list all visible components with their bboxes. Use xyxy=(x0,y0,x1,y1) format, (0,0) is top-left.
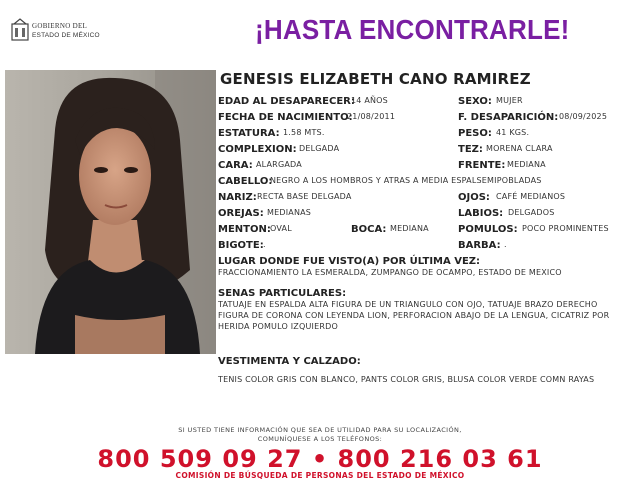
missing-person-photo xyxy=(5,70,216,354)
edad-value: 14 AÑOS xyxy=(351,96,388,105)
barba-value: . xyxy=(504,240,507,249)
logo-line1: GOBIERNO DEL xyxy=(32,22,88,30)
senas-label: SENAS PARTICULARES: xyxy=(218,288,347,299)
pomulos-value: POCO PROMINENTES xyxy=(522,224,609,233)
tez-label: TEZ: xyxy=(458,144,483,155)
barba-label: BARBA: xyxy=(458,240,501,251)
vestimenta-label: VESTIMENTA Y CALZADO: xyxy=(218,356,361,367)
senas-value: TATUAJE EN ESPALDA ALTA FIGURA DE UN TRIANGULO CON OJO, TATUAJE BRAZO DERECHO FIGURA DE CORONA CON LEYENDA LION, PERFORACION ABAJO DE LA LENGUA, CICATRIZ POR HERIDA POMULO IZQUIERDO xyxy=(218,300,610,331)
bigote-label: BIGOTE: xyxy=(218,240,264,251)
complexion-value: DELGADA xyxy=(299,144,340,153)
peso-label: PESO: xyxy=(458,128,492,139)
boca-label: BOCA: xyxy=(351,224,387,235)
estatura-value: 1.58 MTS. xyxy=(283,128,325,137)
sexo-label: SEXO: xyxy=(458,96,492,107)
phone-numbers: 800 509 09 27 • 800 216 03 61 xyxy=(97,445,543,473)
estatura-label: ESTATURA: xyxy=(218,128,280,139)
menton-value: OVAL xyxy=(270,224,292,233)
fdesaparicion-value: 08/09/2025 xyxy=(559,112,608,121)
logo-line2: ESTADO DE MÉXICO xyxy=(32,32,100,39)
bigote-value: . xyxy=(263,240,266,249)
labios-value: DELGADOS xyxy=(508,208,555,217)
cabello-label: CABELLO: xyxy=(218,176,273,187)
ojos-label: OJOS: xyxy=(458,192,490,203)
frente-value: MEDIANA xyxy=(507,160,546,169)
nacimiento-label: FECHA DE NACIMIENTO: xyxy=(218,112,353,123)
cara-value: ALARGADA xyxy=(256,160,302,169)
orejas-label: OREJAS: xyxy=(218,208,264,219)
tez-value: MORENA CLARA xyxy=(486,144,553,153)
complexion-label: COMPLEXION: xyxy=(218,144,297,155)
government-logo xyxy=(10,18,120,48)
labios-label: LABIOS: xyxy=(458,208,504,219)
boca-value: MEDIANA xyxy=(390,224,429,233)
footer-note-line2: COMUNÍQUESE A LOS TELÉFONOS: xyxy=(257,435,383,443)
pomulos-label: POMULOS: xyxy=(458,224,518,235)
commission-name: COMISIÓN DE BÚSQUEDA DE PERSONAS DEL ESTADO DE MÉXICO xyxy=(175,471,465,480)
frente-label: FRENTE: xyxy=(458,160,506,171)
nacimiento-value: 21/08/2011 xyxy=(347,112,396,121)
footer-note-line1: SI USTED TIENE INFORMACIÓN QUE SEA DE UTILIDAD PARA SU LOCALIZACIÓN, xyxy=(178,426,462,434)
lugar-value: FRACCIONAMIENTO LA ESMERALDA, ZUMPANGO DE OCAMPO, ESTADO DE MEXICO xyxy=(218,268,562,277)
vestimenta-value: TENIS COLOR GRIS CON BLANCO, PANTS COLOR GRIS, BLUSA COLOR VERDE COMN RAYAS xyxy=(218,375,595,384)
cabello-value: NEGRO A LOS HOMBROS Y ATRAS A MEDIA ESPALSEMIPOBLADAS xyxy=(270,176,542,185)
sexo-value: MUJER xyxy=(496,96,523,105)
edad-label: EDAD AL DESAPARECER: xyxy=(218,96,355,107)
nariz-value: RECTA BASE DELGADA xyxy=(257,192,352,201)
cara-label: CARA: xyxy=(218,160,253,171)
menton-label: MENTON: xyxy=(218,224,271,235)
orejas-value: MEDIANAS xyxy=(267,208,312,217)
emblem-icon xyxy=(10,18,30,42)
person-name: GENESIS ELIZABETH CANO RAMIREZ xyxy=(220,70,531,88)
ojos-value: CAFÉ MEDIANOS xyxy=(496,192,566,201)
nariz-label: NARIZ: xyxy=(218,192,257,203)
headline: ¡HASTA ENCONTRARLE! xyxy=(255,14,570,45)
lugar-label: LUGAR DONDE FUE VISTO(A) POR ÚLTIMA VEZ: xyxy=(218,256,481,267)
peso-value: 41 KGS. xyxy=(496,128,530,137)
fdesaparicion-label: F. DESAPARICIÓN: xyxy=(458,112,559,123)
